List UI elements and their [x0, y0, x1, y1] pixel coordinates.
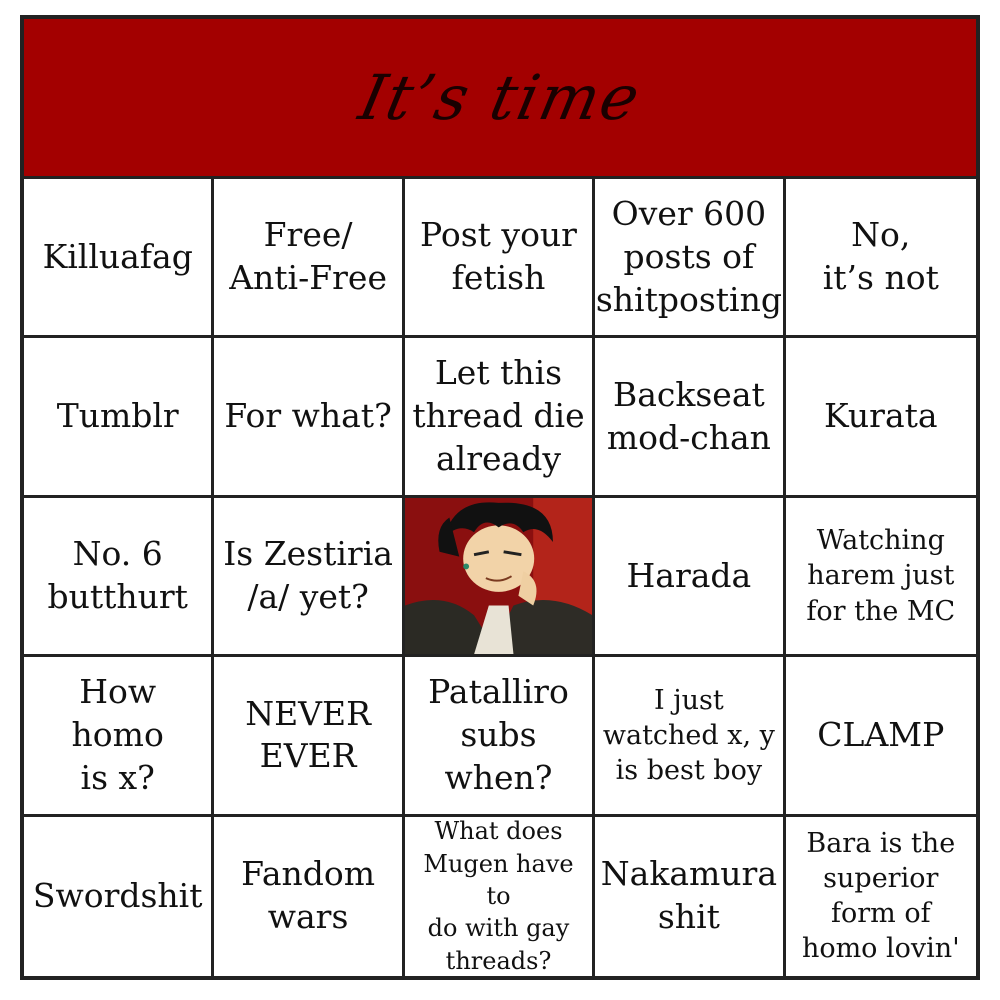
bingo-card	[20, 15, 980, 980]
cell-label: Free/ Anti-Free	[229, 215, 387, 298]
cell-label: Let this thread die already	[412, 353, 585, 479]
cell-label: Post your fetish	[420, 215, 577, 298]
bingo-cell	[24, 657, 214, 816]
bingo-cell	[786, 338, 976, 497]
bingo-cell	[214, 817, 404, 976]
cell-label: Harada	[626, 555, 752, 595]
cell-label: Tumblr	[56, 396, 179, 436]
cell-label: No, it’s not	[822, 215, 939, 298]
bingo-cell	[786, 498, 976, 657]
bingo-cell	[405, 179, 595, 338]
cell-label: Is Zestiria /a/ yet?	[223, 534, 393, 616]
anime-character-portrait-icon	[405, 498, 592, 654]
cell-label: Bara is the superior form of homo lovin'	[801, 828, 960, 965]
bingo-cell	[595, 498, 785, 657]
cell-label: Fandom wars	[241, 854, 376, 937]
bingo-cell	[24, 179, 214, 338]
cell-label: Over 600 posts of shitposting	[595, 193, 782, 319]
bingo-cell	[405, 657, 595, 816]
cell-label: Backseat mod-chan	[606, 374, 771, 457]
card-title: It’s time	[352, 61, 648, 134]
header-banner	[24, 19, 976, 179]
bingo-grid	[24, 179, 976, 976]
bingo-cell	[786, 179, 976, 338]
bingo-cell	[214, 657, 404, 816]
bingo-cell	[214, 179, 404, 338]
cell-label: Killuafag	[42, 236, 193, 276]
bingo-cell	[786, 817, 976, 976]
cell-label: Nakamura shit	[600, 854, 777, 937]
bingo-cell	[214, 338, 404, 497]
free-space-image	[405, 498, 595, 657]
bingo-cell	[595, 817, 785, 976]
cell-label: How homo is x?	[71, 672, 164, 797]
cell-label: Kurata	[824, 396, 938, 436]
bingo-cell	[595, 338, 785, 497]
bingo-cell	[786, 657, 976, 816]
cell-label: Swordshit	[32, 875, 203, 915]
bingo-cell	[595, 179, 785, 338]
cell-label: I just watched x, y is best boy	[602, 684, 775, 786]
cell-label: No. 6 butthurt	[47, 534, 188, 616]
bingo-cell	[405, 817, 595, 976]
bingo-cell	[595, 657, 785, 816]
cell-label: Patalliro subs when?	[428, 672, 569, 797]
bingo-cell	[24, 817, 214, 976]
cell-label: CLAMP	[817, 714, 945, 754]
bingo-cell	[214, 498, 404, 657]
cell-label: For what?	[224, 396, 392, 436]
cell-label: What does Mugen have to do with gay threads?	[423, 817, 574, 975]
cell-label: NEVER EVER	[245, 693, 371, 776]
bingo-cell	[24, 498, 214, 657]
bingo-cell	[405, 338, 595, 497]
bingo-cell	[24, 338, 214, 497]
cell-label: Watching harem just for the MC	[806, 525, 956, 627]
